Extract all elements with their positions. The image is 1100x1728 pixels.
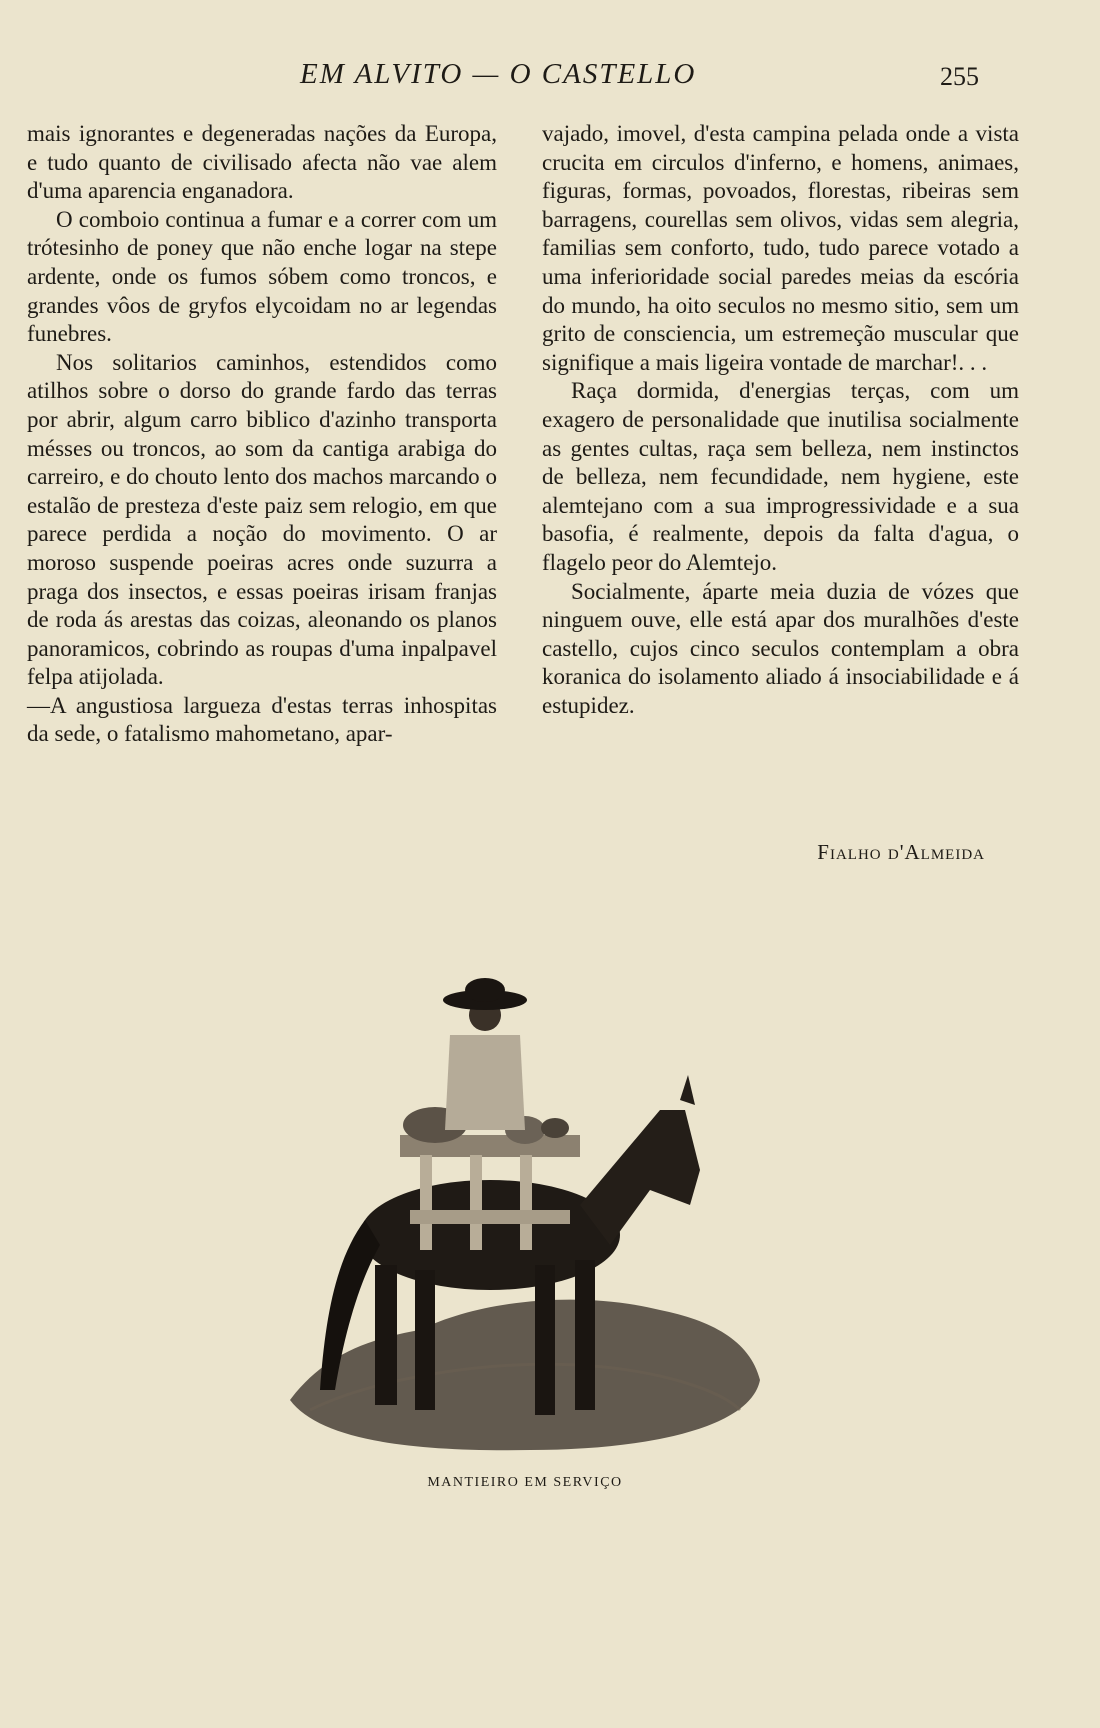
page-title: EM ALVITO — O CASTELLO xyxy=(300,58,697,90)
paragraph: O comboio continua a fumar e a correr com um trótesinho de poney que não enche logar na stepe ardente, onde os fumos sóbem como troncos, e grandes vôos de gryfos elycoidam no ar legendas funebres. xyxy=(27,206,497,347)
left-column xyxy=(27,120,497,749)
paragraph: Socialmente, áparte meia duzia de vózes que ninguem ouve, elle está apar dos muralhões d'este castello, cujos cinco seculos contemplam a obra koranica do isolamento aliado á insociabilidade e á estupidez. xyxy=(542,578,1019,718)
paragraph: mais ignorantes e degeneradas nações da Europa, e tudo quanto de civilisado afecta não vae alem d'uma aparencia enganadora. xyxy=(27,121,497,204)
author-signature: Fialho d'Almeida xyxy=(817,840,985,864)
mule-rider-illustration xyxy=(280,960,780,1460)
running-head xyxy=(0,58,1100,98)
figure-caption: MANTIEIRO EM SERVIÇO xyxy=(427,1475,623,1490)
page-number: 255 xyxy=(940,62,979,91)
paragraph: Nos solitarios caminhos, estendidos como atilhos sobre o dorso do grande fardo das terras por abrir, algum carro biblico d'azinho transporta mésses ou troncos, ao som da cantiga arabiga do carreiro, e do chouto lento dos machos marcando o estalão de presteza d'este paiz sem relogio, em que parece perdida a noção do movimento. O ar moroso suspende poeiras acres onde suzurra a praga dos insectos, e essas poeiras irisam franjas de roda ás arestas das coizas, aleonando os planos panoramicos, cobrindo as roupas d'uma inpalpavel felpa atijolada. xyxy=(27,349,497,690)
right-column xyxy=(542,120,1019,720)
paragraph: —A angustiosa largueza d'estas terras inhospitas da sede, o fatalismo mahometano, apar- xyxy=(27,692,497,747)
paragraph: vajado, imovel, d'esta campina pelada onde a vista crucita em circulos d'inferno, e homens, animaes, figuras, formas, povoados, florestas, ribeiras sem barragens, courellas sem olivos, vidas sem alegria, familias sem conforto, tudo, tudo parece votado a uma inferioridade social paredes meias da escória do mundo, ha oito seculos no mesmo sitio, sem um grito de consciencia, um estremeção muscular que signifique a mais ligeira vontade de marchar!. . . xyxy=(542,121,1019,375)
paragraph: Raça dormida, d'energias terças, com um exagero de personalidade que inutilisa socialmente as gentes cultas, raça sem belleza, nem instinctos de belleza, nem fecundidade, nem hygiene, este alemtejano com a sua improgressividade e a sua basofia, é realmente, depois da falta d'agua, o flagelo peor do Alemtejo. xyxy=(542,378,1019,575)
illustration-mule-rider xyxy=(280,960,780,1460)
